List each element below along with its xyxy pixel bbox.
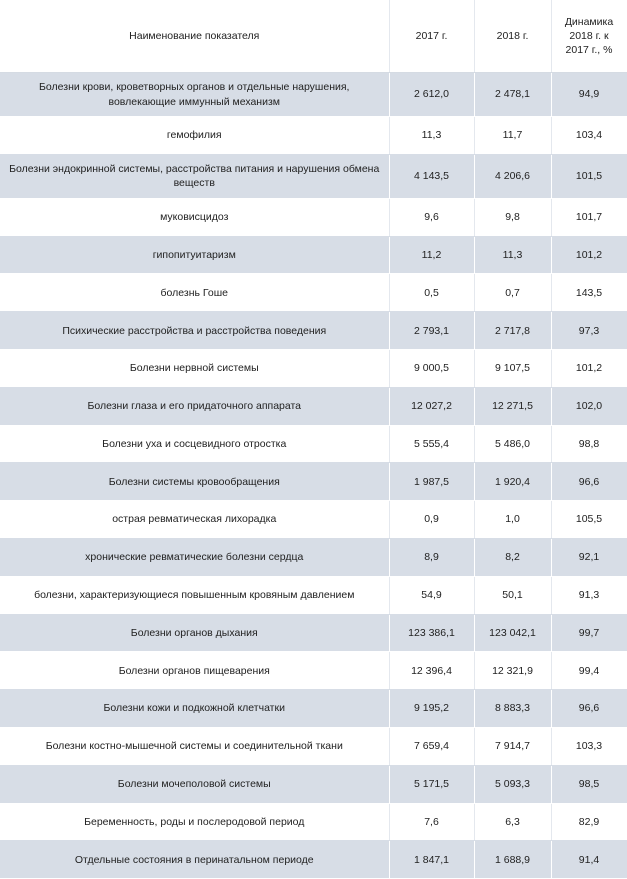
row-name-cell: Болезни глаза и его придаточного аппарата (0, 387, 389, 425)
row-name-cell: муковисцидоз (0, 198, 389, 236)
table-body (0, 73, 627, 879)
dynamics-cell: 102,0 (551, 387, 627, 425)
row-name-cell: Психические расстройства и расстройства поведения (0, 312, 389, 350)
table-row (0, 727, 627, 765)
header-indicator: Наименование показателя (0, 0, 389, 73)
row-name-cell: Болезни костно-мышечной системы и соединительной ткани (0, 727, 389, 765)
table-row (0, 841, 627, 879)
value-2018-cell: 50,1 (474, 576, 551, 614)
dynamics-cell: 94,9 (551, 73, 627, 117)
table-row (0, 312, 627, 350)
dynamics-cell: 103,4 (551, 117, 627, 155)
value-2018-cell: 2 478,1 (474, 73, 551, 117)
header-2017: 2017 г. (389, 0, 474, 73)
table-row (0, 576, 627, 614)
table-row (0, 614, 627, 652)
value-2018-cell: 4 206,6 (474, 154, 551, 198)
table-row (0, 236, 627, 274)
value-2017-cell: 12 396,4 (389, 652, 474, 690)
dynamics-cell: 101,7 (551, 198, 627, 236)
value-2018-cell: 8,2 (474, 538, 551, 576)
row-name-cell: Болезни кожи и подкожной клетчатки (0, 690, 389, 728)
table-row (0, 73, 627, 117)
row-name-cell: Болезни нервной системы (0, 349, 389, 387)
value-2017-cell: 7,6 (389, 803, 474, 841)
dynamics-cell: 143,5 (551, 274, 627, 312)
table-row (0, 501, 627, 539)
value-2018-cell: 12 321,9 (474, 652, 551, 690)
value-2018-cell: 11,3 (474, 236, 551, 274)
dynamics-cell: 98,5 (551, 765, 627, 803)
value-2018-cell: 8 883,3 (474, 690, 551, 728)
row-name-cell: болезнь Гоше (0, 274, 389, 312)
value-2017-cell: 123 386,1 (389, 614, 474, 652)
value-2017-cell: 0,5 (389, 274, 474, 312)
row-name-cell: хронические ревматические болезни сердца (0, 538, 389, 576)
value-2018-cell: 6,3 (474, 803, 551, 841)
dynamics-cell: 97,3 (551, 312, 627, 350)
dynamics-cell: 105,5 (551, 501, 627, 539)
dynamics-cell: 91,4 (551, 841, 627, 879)
dynamics-cell: 99,4 (551, 652, 627, 690)
table-row (0, 765, 627, 803)
value-2018-cell: 1 920,4 (474, 463, 551, 501)
value-2018-cell: 11,7 (474, 117, 551, 155)
row-name-cell: Беременность, роды и послеродовой период (0, 803, 389, 841)
dynamics-cell: 82,9 (551, 803, 627, 841)
table-row (0, 154, 627, 198)
value-2017-cell: 9 000,5 (389, 349, 474, 387)
value-2017-cell: 5 555,4 (389, 425, 474, 463)
dynamics-cell: 101,2 (551, 349, 627, 387)
value-2017-cell: 7 659,4 (389, 727, 474, 765)
value-2018-cell: 123 042,1 (474, 614, 551, 652)
row-name-cell: Отдельные состояния в перинатальном периоде (0, 841, 389, 879)
value-2017-cell: 54,9 (389, 576, 474, 614)
row-name-cell: Болезни крови, кроветворных органов и отдельные нарушения, вовлекающие иммунный механизм (0, 73, 389, 117)
dynamics-cell: 91,3 (551, 576, 627, 614)
value-2017-cell: 12 027,2 (389, 387, 474, 425)
value-2017-cell: 9,6 (389, 198, 474, 236)
value-2017-cell: 9 195,2 (389, 690, 474, 728)
table-row (0, 652, 627, 690)
row-name-cell: гипопитуитаризм (0, 236, 389, 274)
table-header-row (0, 0, 627, 73)
value-2017-cell: 4 143,5 (389, 154, 474, 198)
value-2018-cell: 0,7 (474, 274, 551, 312)
dynamics-cell: 98,8 (551, 425, 627, 463)
dynamics-cell: 99,7 (551, 614, 627, 652)
row-name-cell: болезни, характеризующиеся повышенным кровяным давлением (0, 576, 389, 614)
row-name-cell: Болезни уха и сосцевидного отростка (0, 425, 389, 463)
table-row (0, 198, 627, 236)
header-2018: 2018 г. (474, 0, 551, 73)
value-2018-cell: 2 717,8 (474, 312, 551, 350)
value-2018-cell: 1,0 (474, 501, 551, 539)
value-2017-cell: 11,3 (389, 117, 474, 155)
table-row (0, 117, 627, 155)
table-row (0, 274, 627, 312)
row-name-cell: Болезни системы кровообращения (0, 463, 389, 501)
dynamics-cell: 96,6 (551, 690, 627, 728)
value-2018-cell: 12 271,5 (474, 387, 551, 425)
dynamics-cell: 96,6 (551, 463, 627, 501)
value-2018-cell: 9 107,5 (474, 349, 551, 387)
row-name-cell: Болезни мочеполовой системы (0, 765, 389, 803)
header-dynamics: Динамика 2018 г. к 2017 г., % (551, 0, 627, 73)
value-2018-cell: 1 688,9 (474, 841, 551, 879)
row-name-cell: гемофилия (0, 117, 389, 155)
dynamics-cell: 103,3 (551, 727, 627, 765)
value-2017-cell: 8,9 (389, 538, 474, 576)
table-row (0, 538, 627, 576)
table-row (0, 425, 627, 463)
value-2017-cell: 2 612,0 (389, 73, 474, 117)
value-2017-cell: 1 847,1 (389, 841, 474, 879)
row-name-cell: Болезни органов пищеварения (0, 652, 389, 690)
value-2018-cell: 5 486,0 (474, 425, 551, 463)
dynamics-cell: 101,2 (551, 236, 627, 274)
value-2017-cell: 2 793,1 (389, 312, 474, 350)
row-name-cell: острая ревматическая лихорадка (0, 501, 389, 539)
table-row (0, 463, 627, 501)
table-row (0, 387, 627, 425)
value-2017-cell: 5 171,5 (389, 765, 474, 803)
table-row (0, 690, 627, 728)
table-row (0, 349, 627, 387)
value-2017-cell: 11,2 (389, 236, 474, 274)
value-2018-cell: 5 093,3 (474, 765, 551, 803)
table-row (0, 803, 627, 841)
row-name-cell: Болезни органов дыхания (0, 614, 389, 652)
dynamics-cell: 101,5 (551, 154, 627, 198)
value-2018-cell: 9,8 (474, 198, 551, 236)
value-2017-cell: 1 987,5 (389, 463, 474, 501)
row-name-cell: Болезни эндокринной системы, расстройства питания и нарушения обмена веществ (0, 154, 389, 198)
dynamics-cell: 92,1 (551, 538, 627, 576)
value-2018-cell: 7 914,7 (474, 727, 551, 765)
value-2017-cell: 0,9 (389, 501, 474, 539)
